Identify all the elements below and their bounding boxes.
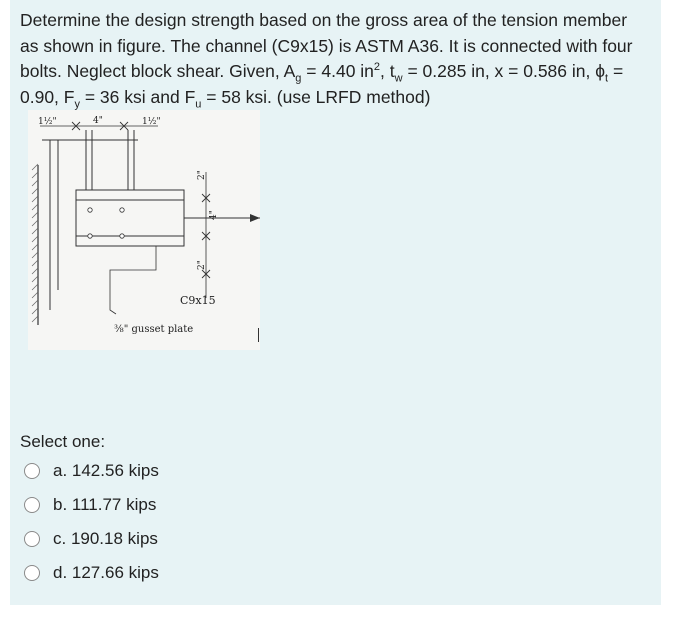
option-a-label: a. 142.56 kips	[53, 461, 159, 480]
q3d: = 0.285 in, x = 0.586 in, ϕ	[402, 61, 606, 81]
question-text	[20, 8, 640, 110]
q3e: =	[608, 61, 624, 81]
option-c[interactable]	[24, 527, 158, 551]
dim-v-mid: 4"	[209, 210, 219, 220]
q3a: bolts. Neglect block shear. Given, A	[20, 61, 296, 81]
option-a[interactable]	[24, 459, 159, 483]
q4a: 0.90, F	[20, 86, 75, 107]
dim-v-top: 2"	[197, 170, 207, 180]
q3-ag-sub: g	[295, 72, 302, 85]
radio-c[interactable]	[24, 531, 40, 547]
question-line-2: as shown in figure. The channel (C9x15) is ASTM A36. It is connected with four	[20, 35, 633, 56]
q3-phi-sub: t	[605, 72, 609, 85]
dim-v-bot: 2"	[197, 260, 207, 270]
plate-label: ⅜" gusset plate	[114, 324, 194, 335]
dim-top-right: 1½"	[142, 117, 161, 127]
figure-edge-mark	[258, 328, 259, 342]
q3-sup: 2	[373, 61, 381, 74]
select-one-label: Select one:	[20, 432, 106, 451]
channel-label: C9x15	[180, 294, 216, 307]
dim-top-mid: 4"	[93, 116, 103, 126]
q4c: = 58 ksi. (use LRFD method)	[201, 86, 431, 107]
q4b: = 36 ksi and F	[79, 86, 196, 107]
option-b-label: b. 111.77 kips	[53, 495, 157, 514]
figure-background	[28, 110, 260, 350]
radio-b[interactable]	[24, 497, 40, 513]
question-line-1: Determine the design strength based on the gross area of the tension member	[20, 10, 628, 30]
question-line-3	[20, 59, 640, 85]
option-d-label: d. 127.66 kips	[53, 563, 159, 582]
q3b: = 4.40 in	[301, 61, 374, 81]
radio-a[interactable]	[24, 463, 40, 479]
option-b[interactable]	[24, 493, 156, 517]
q3-tw-sub: w	[394, 72, 403, 85]
question-line-4	[20, 85, 640, 111]
dim-top-left: 1½"	[38, 117, 57, 127]
q3c: , t	[380, 61, 395, 81]
connection-figure	[28, 110, 260, 350]
q4-fu-sub: u	[195, 98, 202, 110]
radio-d[interactable]	[24, 565, 40, 581]
option-d[interactable]	[24, 561, 159, 585]
q4-fy-sub: y	[74, 98, 80, 110]
option-c-label: c. 190.18 kips	[53, 529, 158, 548]
